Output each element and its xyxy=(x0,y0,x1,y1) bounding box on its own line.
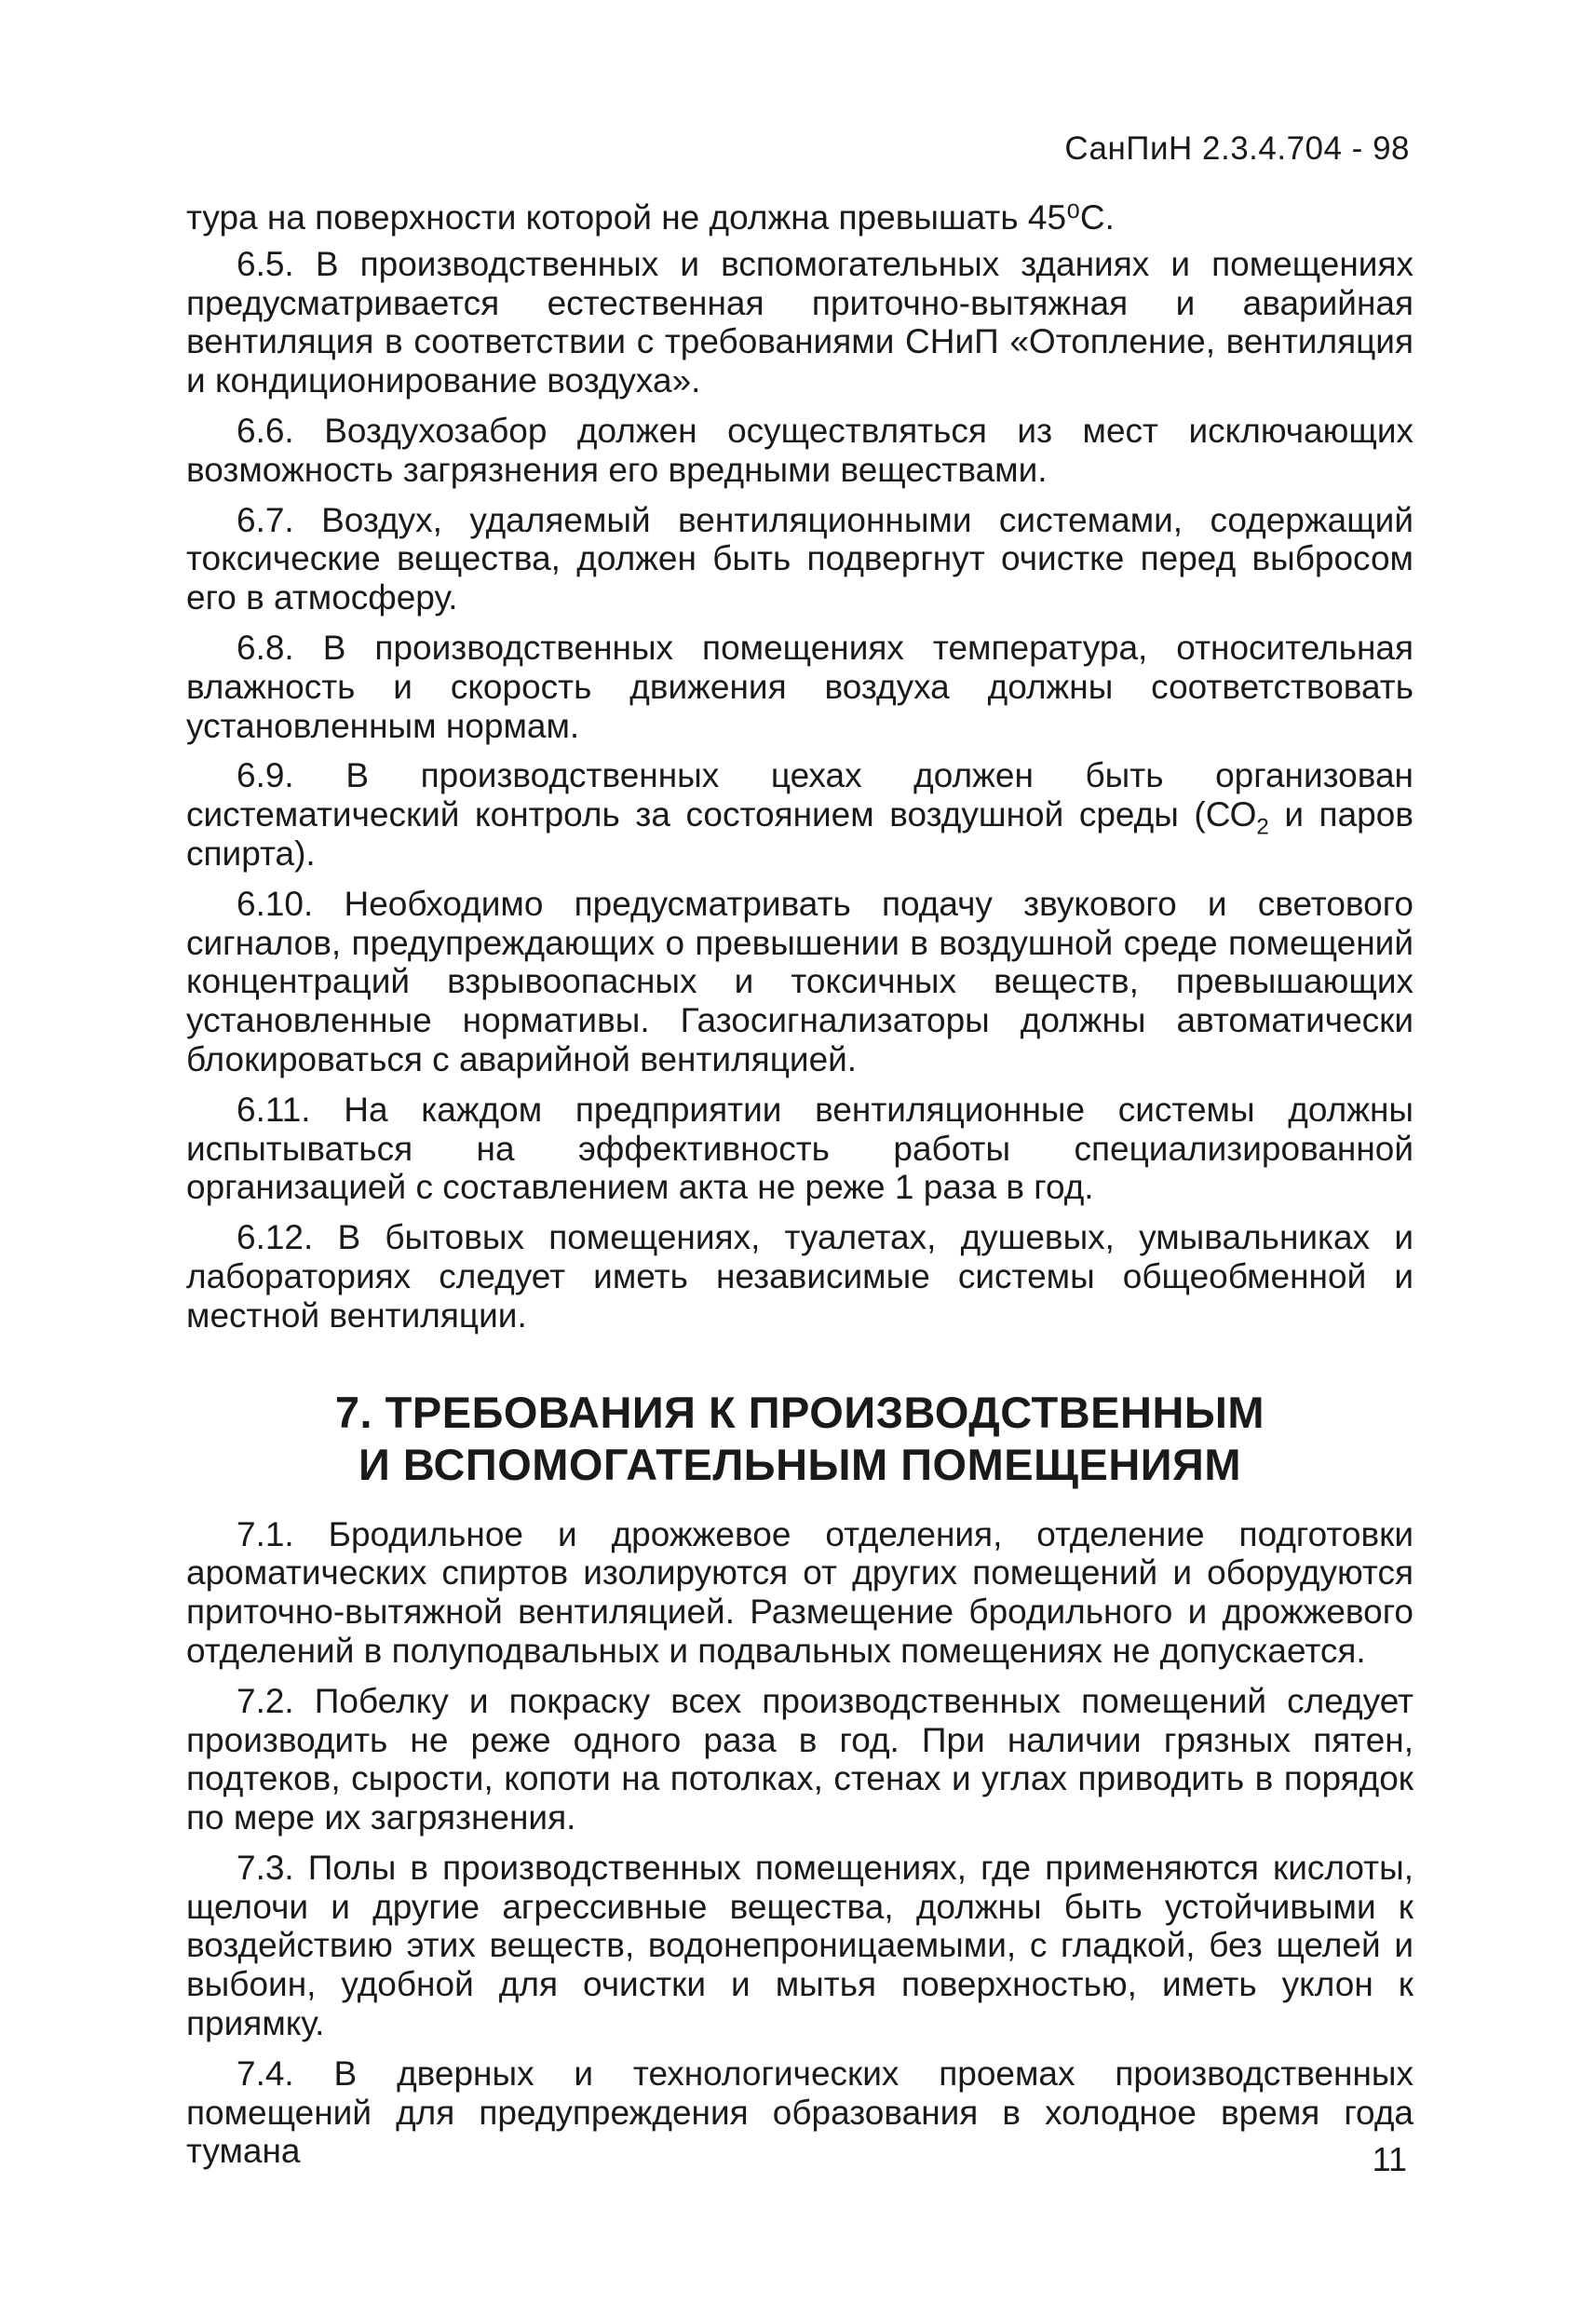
paragraph-6-6: 6.6. Воздухозабор должен осуществляться из мест исключающих возможность загрязнения его вредными веществами. xyxy=(186,411,1413,489)
paragraph-6-9-text-end: и паров спирта). xyxy=(186,795,1413,873)
paragraph-6-7: 6.7. Воздух, удаляемый вентиляционными системами, содержащий токсические вещества, должен быть подвергнут очистке перед выбросом его в атмосферу. xyxy=(186,500,1413,617)
body-text xyxy=(186,198,1413,2182)
paragraph-7-3: 7.3. Полы в производственных помещениях, где применяются кислоты, щелочи и другие агрессивные вещества, должны быть устойчивыми к воздействию этих веществ, водонепроницаемыми, с гладкой, без щелей и выбоин, удобной для очистки и мытья поверхностью, иметь уклон к приямку. xyxy=(186,1848,1413,2043)
paragraph-7-2: 7.2. Побелку и покраску всех производственных помещений следует производить не реже одного раза в год. При наличии грязных пятен, подтеков, сырости, копоти на потолках, стенах и углах приводить в порядок по мере их загрязнения. xyxy=(186,1681,1413,1837)
section-7-heading xyxy=(186,1387,1413,1491)
paragraph-6-10: 6.10. Необходимо предусматривать подачу звукового и светового сигналов, предупреждающих о превышении в воздушной среде помещений концентраций взрывоопасных и токсичных веществ, превышающих установленные нормативы. Газосигнализаторы должны автоматически блокироваться с аварийной вентиляцией. xyxy=(186,884,1413,1078)
paragraph-6-9-text-start: 6.9. В производственных цехах должен быть организован систематический контроль за состоянием воздушной среды (СО xyxy=(186,756,1413,834)
section-heading-line-2: И ВСПОМОГАТЕЛЬНЫМ ПОМЕЩЕНИЯМ xyxy=(358,1439,1241,1489)
paragraph-6-8: 6.8. В производственных помещениях температура, относительная влажность и скорость движения воздуха должны соответствовать установленным нормам. xyxy=(186,628,1413,745)
paragraph-6-5: 6.5. В производственных и вспомогательных зданиях и помещениях предусматривается естественная приточно-вытяжная и аварийная вентиляция в соответствии с требованиями СНиП «Отопление, вентиляция и кондиционирование воздуха». xyxy=(186,244,1413,400)
continued-line: тура на поверхности которой не должна превышать 45⁰С. xyxy=(186,198,1115,237)
document-code-header: СанПиН 2.3.4.704 - 98 xyxy=(1064,130,1410,167)
page-number: 11 xyxy=(1372,2140,1407,2178)
paragraph-7-1: 7.1. Бродильное и дрожжевое отделения, отделение подготовки ароматических спиртов изолируются от других помещений и оборудуются приточно-вытяжной вентиляцией. Размещение бродильного и дрожжевого отделений в полуподвальных и подвальных помещениях не допускается. xyxy=(186,1514,1413,1670)
co2-subscript: 2 xyxy=(1256,814,1269,840)
paragraph-6-9 xyxy=(186,756,1413,873)
paragraph-7-4: 7.4. В дверных и технологических проемах производственных помещений для предупреждения образования в холодное время года тумана xyxy=(186,2054,1413,2171)
paragraph-6-11: 6.11. На каждом предприятии вентиляционные системы должны испытываться на эффективность работы специализированной организацией с составлением акта не реже 1 раза в год. xyxy=(186,1090,1413,1207)
paragraph-6-12: 6.12. В бытовых помещениях, туалетах, душевых, умывальниках и лабораториях следует иметь независимые системы общеобменной и местной вентиляции. xyxy=(186,1218,1413,1335)
section-heading-line-1: 7. ТРЕБОВАНИЯ К ПРОИЗВОДСТВЕННЫМ xyxy=(334,1387,1265,1437)
